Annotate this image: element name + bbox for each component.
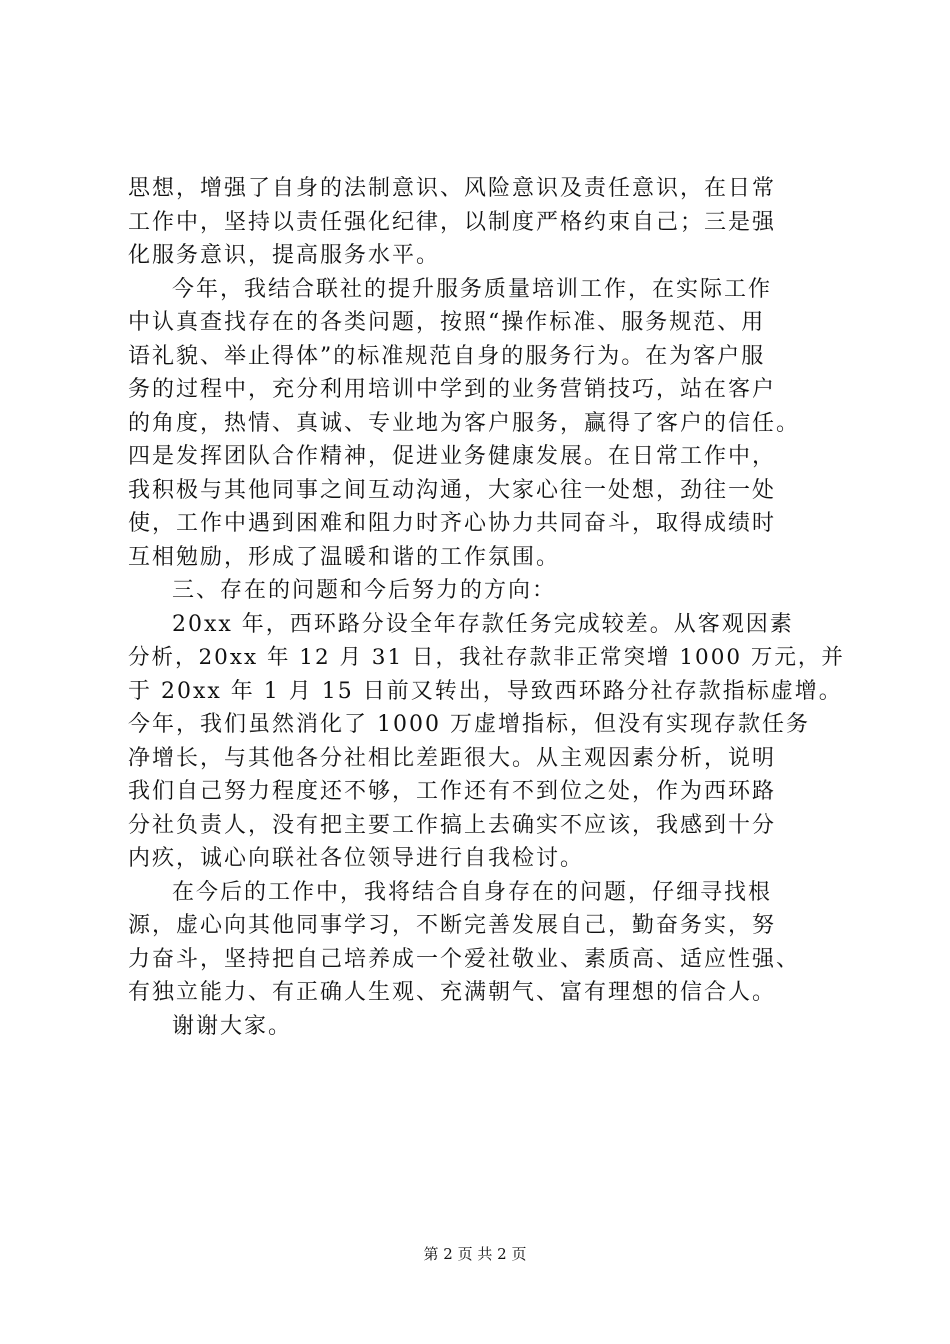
text-line: 三、存在的问题和今后努力的方向： (172, 578, 557, 603)
text-line: 有独立能力、有正确人生观、充满朝气、富有理想的信合人。 (128, 980, 777, 1005)
text-line: 今年，我结合联社的提升服务质量培训工作，在实际工作 (172, 276, 773, 302)
text-line: 于 20xx 年 1 月 15 日前又转出，导致西环路分社存款指标虚增。 (128, 678, 843, 704)
page-number-footer: 第 2 页 共 2 页 (423, 1245, 527, 1263)
text-line: 源，虚心向其他同事学习，不断完善发展自己，勤奋务实，努 (128, 913, 777, 938)
text-line: 分析，20xx 年 12 月 31 日，我社存款非正常突增 1000 万元，并 (128, 645, 845, 670)
text-line: 中认真查找存在的各类问题，按照“操作标准、服务规范、用 (128, 310, 766, 335)
text-line: 思想，增强了自身的法制意识、风险意识及责任意识，在日常 (128, 176, 777, 201)
paragraph (128, 876, 848, 1010)
paragraph (128, 1010, 848, 1044)
text-line: 净增长，与其他各分社相比差距很大。从主观因素分析，说明 (128, 745, 777, 771)
text-line: 使，工作中遇到困难和阻力时齐心协力共同奋斗，取得成绩时 (128, 511, 777, 536)
text-line: 20xx 年，西环路分设全年存款任务完成较差。从客观因素 (172, 611, 794, 637)
text-line: 内疚，诚心向联社各位领导进行自我检讨。 (128, 846, 585, 871)
text-line: 工作中，坚持以责任强化纪律，以制度严格约束自己；三是强 (128, 209, 777, 235)
text-line: 我们自己努力程度还不够，工作还有不到位之处，作为西环路 (128, 779, 777, 804)
paragraph (128, 172, 848, 273)
text-line: 四是发挥团队合作精神，促进业务健康发展。在日常工作中， (128, 444, 777, 469)
paragraph (128, 608, 848, 876)
document-body (128, 172, 848, 1043)
text-line: 在今后的工作中，我将结合自身存在的问题，仔细寻找根 (172, 879, 773, 905)
text-line: 语礼貌、举止得体”的标准规范自身的服务行为。在为客户服 (128, 343, 766, 369)
text-line: 谢谢大家。 (172, 1013, 293, 1039)
text-line: 互相勉励，形成了温暖和谐的工作氛围。 (128, 544, 561, 570)
text-line: 化服务意识，提高服务水平。 (128, 243, 441, 268)
text-line: 今年，我们虽然消化了 1000 万虚增指标，但没有实现存款任务 (128, 712, 810, 737)
text-line: 力奋斗，坚持把自己培养成一个爱社敬业、素质高、适应性强、 (128, 946, 801, 972)
text-line: 的角度，热情、真诚、专业地为客户服务，赢得了客户的信任。 (128, 410, 801, 436)
section-heading (128, 574, 848, 608)
text-line: 务的过程中，充分利用培训中学到的业务营销技巧，站在客户 (128, 377, 777, 402)
text-line: 我积极与其他同事之间互动沟通，大家心往一处想，劲往一处 (128, 477, 777, 503)
paragraph (128, 273, 848, 575)
text-line: 分社负责人，没有把主要工作搞上去确实不应该，我感到十分 (128, 812, 777, 838)
